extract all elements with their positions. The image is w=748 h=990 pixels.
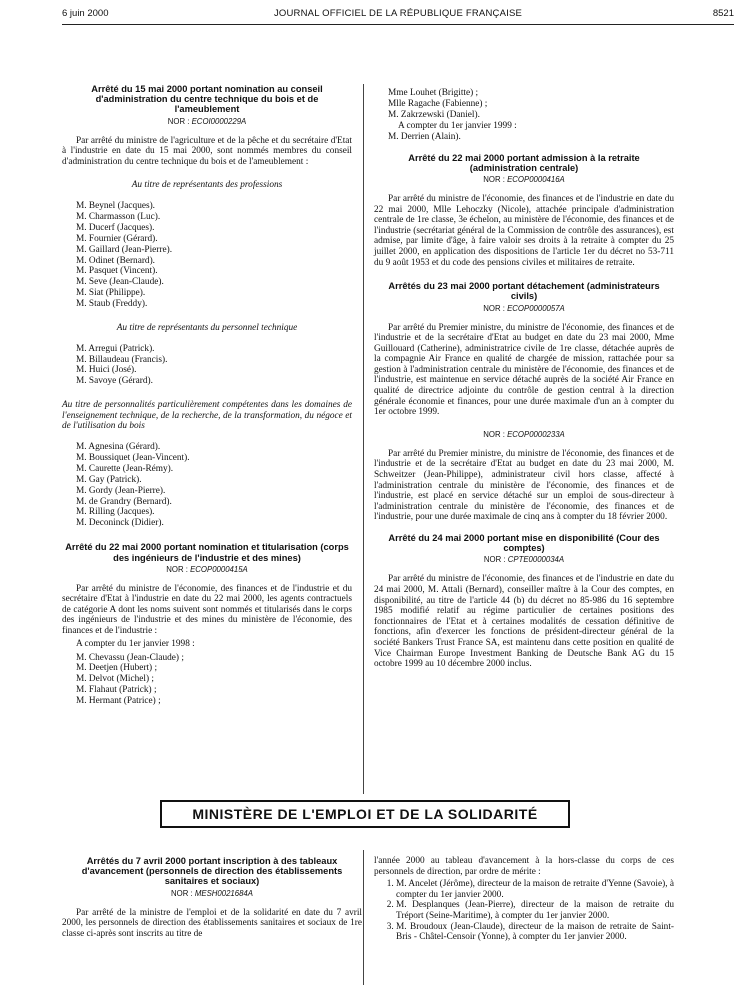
nor-reference: NOR : ECOP0000233A bbox=[483, 429, 565, 439]
article-body: Par arrêté du Premier ministre, du ministre de l'économie, des finances et de l'industrie et de la secrétaire d'Etat au budget en date du 23 mai 2000, Mme Guillouard (Catherine), administratrice civile de 1re classe, détachée auprès de la compagnie Air France en qualité de chargée de mission, rattachée pour sa gestion à l'administration centrale du ministère de l'économie, des finances et de l'industrie, est maintenue en service détaché auprès de la société Air France en qualité de directrice adjointe du contrôle de gestion central à la direction générale économie et finances, pour une durée maximale d'un an à compter du 1er octobre 1999. bbox=[374, 322, 674, 418]
ministry-title: MINISTÈRE DE L'EMPLOI ET DE LA SOLIDARITÉ bbox=[192, 806, 538, 822]
list-item: M. Boussiquet (Jean-Vincent). bbox=[76, 452, 190, 463]
column-1 bbox=[62, 84, 352, 707]
article-body: Par arrêté du ministre de l'agriculture et de la pêche et du secrétaire d'Etat à l'industrie en date du 15 mai 2000, sont nommés membres du conseil d'administration du centre technique du bois et de l'ameublement : bbox=[62, 135, 352, 167]
list-item: 3. M. Broudoux (Jean-Claude), directeur de la maison de retraite de Saint-Bris - Châtel-Censoir (Yonne), à compter du 1er janvier 2000. bbox=[396, 922, 674, 943]
article-title: Arrêté du 22 mai 2000 portant admission à la retraite (administration centrale) bbox=[408, 152, 640, 173]
list-item: M. Gordy (Jean-Pierre). bbox=[76, 485, 166, 496]
article-title: Arrêté du 22 mai 2000 portant nomination et titularisation (corps des ingénieurs de l'industrie et des mines) bbox=[65, 542, 349, 563]
name-list bbox=[374, 132, 674, 143]
list-item: M. Pasquet (Vincent). bbox=[76, 266, 158, 277]
column-divider bbox=[363, 84, 364, 794]
list-item: M. Zakrzewski (Daniel). bbox=[388, 109, 480, 120]
list-item: M. Caurette (Jean-Rémy). bbox=[76, 463, 174, 474]
nor-reference: NOR : ECOP0000057A bbox=[483, 303, 565, 313]
section-heading: Au titre de représentants du personnel technique bbox=[116, 323, 298, 334]
list-item: M. Billaudeau (Francis). bbox=[76, 354, 168, 365]
list-item: M. Chevassu (Jean-Claude) ; bbox=[76, 652, 184, 663]
list-item: M. Gay (Patrick). bbox=[76, 474, 142, 485]
nor-reference: NOR : ECOP0000416A bbox=[483, 174, 565, 184]
list-item: M. Ducerf (Jacques). bbox=[76, 222, 155, 233]
list-item: M. Delvot (Michel) ; bbox=[76, 674, 154, 685]
name-list bbox=[62, 344, 352, 388]
list-item: M. Derrien (Alain). bbox=[388, 131, 461, 142]
list-item: M. Arregui (Patrick). bbox=[76, 343, 155, 354]
list-item: M. Beynel (Jacques). bbox=[76, 200, 156, 211]
list-item: 1. M. Ancelet (Jérôme), directeur de la maison de retraite d'Yenne (Savoie), à compter du 1er janvier 2000. bbox=[396, 879, 674, 900]
column-4 bbox=[374, 856, 674, 943]
header-rule bbox=[62, 24, 734, 25]
name-list bbox=[62, 201, 352, 310]
nor-reference: NOR : MESH0021684A bbox=[171, 888, 253, 898]
header-journal: JOURNAL OFFICIEL DE LA RÉPUBLIQUE FRANÇAISE bbox=[273, 8, 523, 19]
list-item: M. Rilling (Jacques). bbox=[76, 507, 155, 518]
list-item: M. Flahaut (Patrick) ; bbox=[76, 685, 157, 696]
list-item: M. Siat (Philippe). bbox=[76, 288, 146, 299]
list-item: M. Agnesina (Gérard). bbox=[76, 442, 161, 453]
effective-date: A compter du 1er janvier 1998 : bbox=[76, 638, 195, 649]
nor-reference: NOR : ECOI0000229A bbox=[167, 116, 247, 126]
article-body: Par arrêté du Premier ministre, du ministre de l'économie, des finances et de l'industrie et de la secrétaire d'Etat au budget en date du 23 mai 2000, M. Schweitzer (Jean-Philippe), administrateur civil hors classe, affecté à l'administration centrale du ministère de l'économie, des finances et de l'industrie, est placé en service détaché sur un emploi de sous-directeur à l'administration centrale du ministère de l'économie, des finances et de l'industrie, pour une durée maximale de cinq ans à compter du 18 février 2000. bbox=[374, 448, 674, 523]
header-date: 6 juin 2000 bbox=[62, 8, 109, 19]
list-item: M. Seve (Jean-Claude). bbox=[76, 277, 164, 288]
list-item: M. Staub (Freddy). bbox=[76, 299, 148, 310]
name-list bbox=[62, 653, 352, 708]
list-item: M. Charmasson (Luc). bbox=[76, 211, 161, 222]
ministry-banner bbox=[160, 800, 570, 828]
list-item: M. Fournier (Gérard). bbox=[76, 233, 158, 244]
list-item: M. Gaillard (Jean-Pierre). bbox=[76, 244, 173, 255]
article-body: Par arrêté de la ministre de l'emploi et de la solidarité en date du 7 avril 2000, les personnels de direction des établissements sanitaires et sociaux de 1re classe ci-après sont inscrits au titre de bbox=[62, 907, 362, 939]
name-list bbox=[374, 88, 674, 121]
article-title: Arrêté du 15 mai 2000 portant nomination au conseil d'administration du centre technique du bois et de l'ameublement bbox=[91, 84, 323, 115]
list-item: M. Odinet (Bernard). bbox=[76, 255, 156, 266]
name-list bbox=[62, 442, 352, 529]
article-body: Par arrêté du ministre de l'économie, des finances et de l'industrie et du secrétaire d'Etat à l'industrie en date du 22 mai 2000, les agents contractuels de catégorie A dont les noms suivent sont nommés et titularisés dans le corps des ingénieurs de l'industrie et des mines du ministère de l'économie, des finances et de l'industrie : bbox=[62, 583, 352, 637]
article-title: Arrêtés du 7 avril 2000 portant inscription à des tableaux d'avancement (personnels de direction des établissements sanitaires et sociaux) bbox=[81, 856, 343, 887]
ranked-list bbox=[374, 879, 674, 943]
column-3 bbox=[62, 856, 362, 939]
column-2 bbox=[374, 88, 674, 670]
list-item: M. Deconinck (Didier). bbox=[76, 518, 164, 529]
list-item: Mme Louhet (Brigitte) ; bbox=[388, 88, 479, 98]
article-body: l'année 2000 au tableau d'avancement à la hors-classe du corps de ces personnels de direction, par ordre de mérite : bbox=[374, 856, 674, 877]
article-body: Par arrêté du ministre de l'économie, des finances et de l'industrie en date du 22 mai 2000, Mlle Lehoczky (Nicole), attachée principale d'administration centrale de 1re classe, 3e échelon, au ministère de l'économie, des finances et de l'industrie (secrétariat général de la Commission de contrôle des assurances), est admise, par limite d'âge, à faire valoir ses droits à la retraite à compter du 25 juillet 2000, en application des dispositions de l'article 1er du décret no 53-711 du 9 août 1953 et du code des pensions civiles et militaires de retraite. bbox=[374, 193, 674, 268]
article-title: Arrêtés du 23 mai 2000 portant détachement (administrateurs civils) bbox=[388, 281, 660, 302]
list-item: M. Hermant (Patrice) ; bbox=[76, 696, 161, 707]
article-title: Arrêté du 24 mai 2000 portant mise en disponibilité (Cour des comptes) bbox=[388, 533, 660, 554]
section-heading: Au titre de personnalités particulièrement compétentes dans les domaines de l'enseignement technique, de la recherche, de la transformation, du négoce et de l'utilisation du bois bbox=[62, 400, 352, 432]
page-header bbox=[62, 8, 734, 22]
header-page-number: 8521 bbox=[712, 8, 734, 19]
list-item: M. Savoye (Gérard). bbox=[76, 376, 153, 387]
effective-date: A compter du 1er janvier 1999 : bbox=[398, 120, 517, 131]
section-heading: Au titre de représentants des professions bbox=[131, 180, 283, 191]
nor-reference: NOR : CPTE0000034A bbox=[483, 555, 565, 565]
list-item: M. de Grandry (Bernard). bbox=[76, 496, 172, 507]
article-body: Par arrêté du ministre de l'économie, des finances et de l'industrie en date du 24 mai 2000, M. Attali (Bernard), conseiller maître à la Cour des comptes, en disponibilité, au titre de l'article 44 (b) du décret no 85-986 du 16 septembre 1985 modifié relatif au régime particulier de certaines positions des fonctionnaires de l'Etat et à certaines modalités de cessation définitive de fonctions, afin d'exercer les fonctions de président-directeur général de la société Bankers Trust France SA, est maintenu dans cette position en qualité de Vice Chairman Europe Investment Banking de Deutsche Bank AG du 15 octobre 1999 au 10 décembre 2000 inclus. bbox=[374, 574, 674, 670]
list-item: M. Huici (José). bbox=[76, 365, 137, 376]
list-item: M. Deetjen (Hubert) ; bbox=[76, 663, 158, 674]
column-divider bbox=[363, 850, 364, 985]
list-item: Mlle Ragache (Fabienne) ; bbox=[388, 98, 488, 109]
list-item: 2. M. Desplanques (Jean-Pierre), directeur de la maison de retraite du Tréport (Seine-Maritime), à compter du 1er janvier 2000. bbox=[396, 900, 674, 921]
nor-reference: NOR : ECOP0000415A bbox=[166, 564, 248, 574]
